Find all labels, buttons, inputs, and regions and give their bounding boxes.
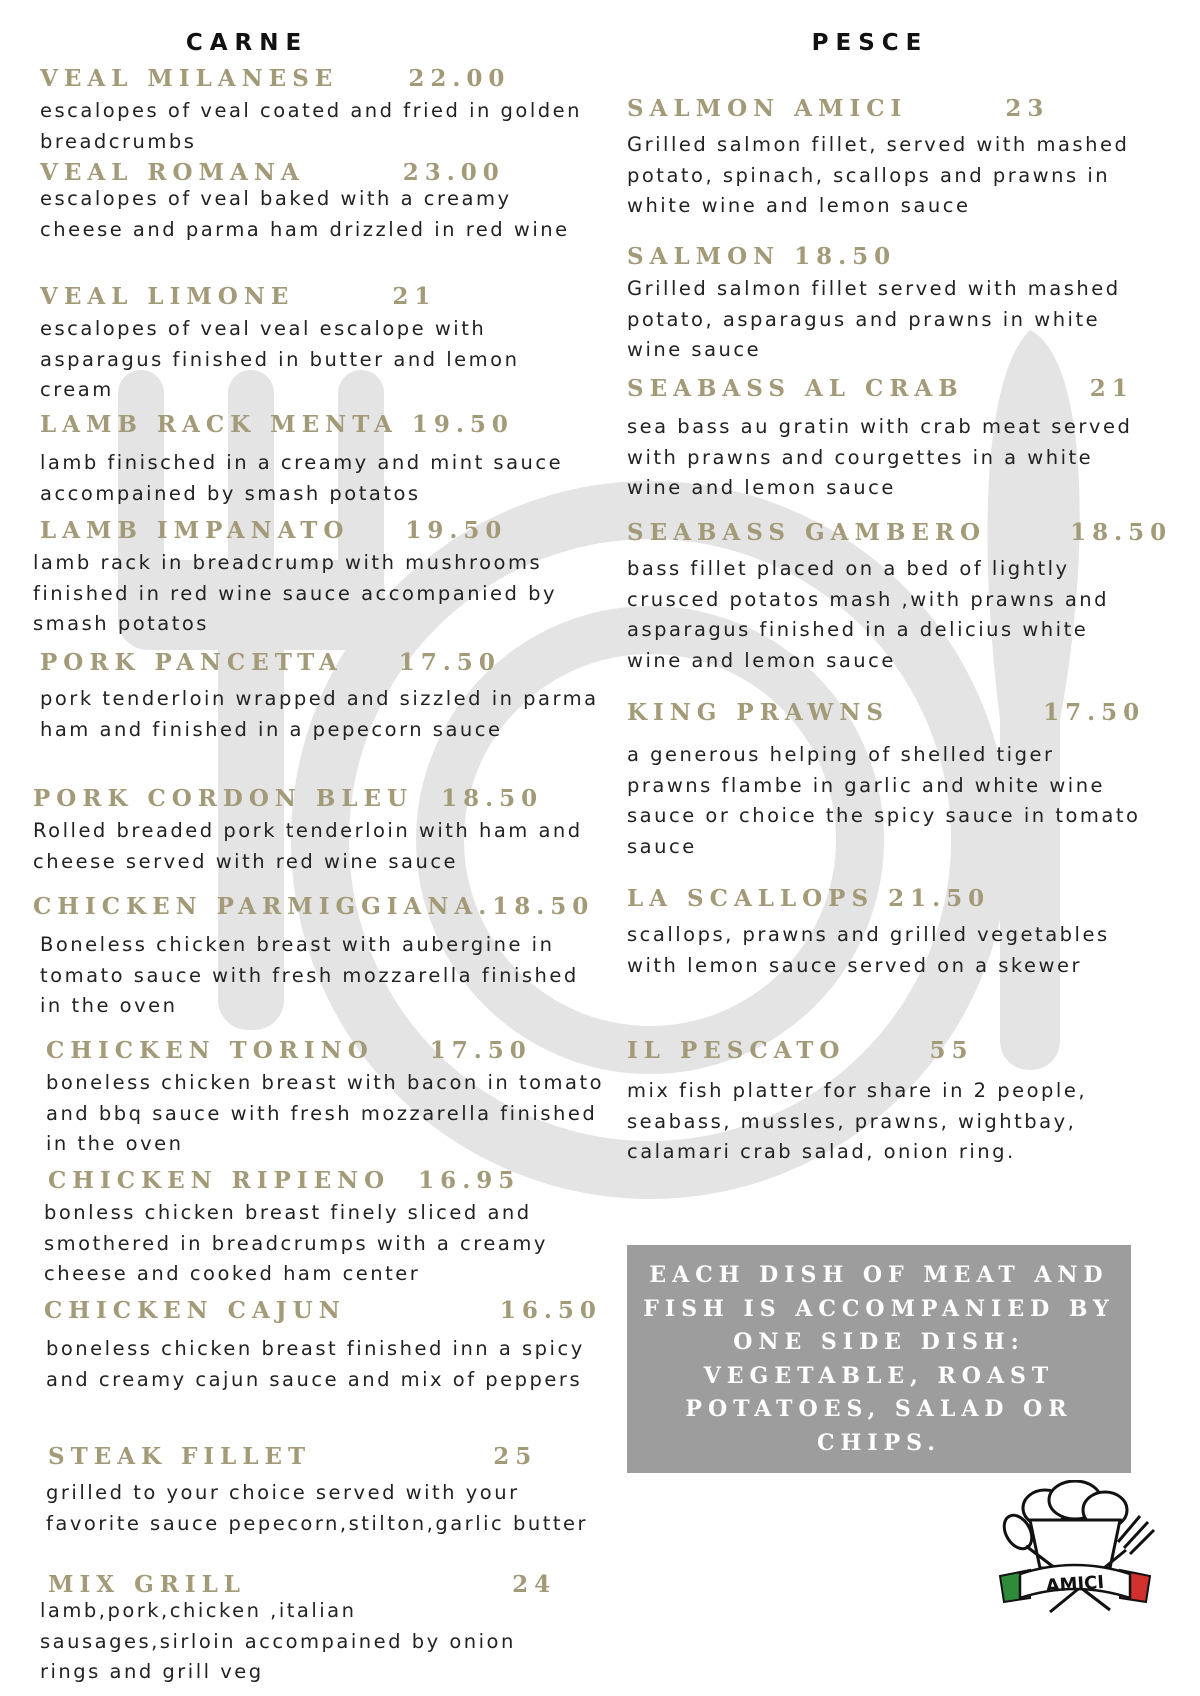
item-title: SEABASS GAMBERO 18.50 (627, 519, 1173, 546)
item-title: CHICKEN TORINO 17.50 (46, 1037, 532, 1064)
list-item (44, 1296, 606, 1395)
item-description: a generous helping of shelled tiger prawns flambe in garlic and white wine sauce or choice the spicy sauce in tomato sauce (627, 743, 1141, 858)
item-description: escalopes of veal veal escalope with asparagus finished in butter and lemon cream (40, 317, 520, 401)
list-item (40, 282, 600, 406)
item-title: PORK CORDON BLEU 18.50 (33, 785, 544, 812)
item-description: bonless chicken breast finely sliced and smothered in breadcrumps with a creamy cheese and cooked ham center (44, 1201, 548, 1285)
item-description: escalopes of veal coated and fried in golden breadcrumbs (40, 99, 583, 153)
item-title: MIX GRILL 24 (48, 1571, 557, 1598)
item-title: LA SCALLOPS 21.50 (627, 885, 991, 912)
item-title: LAMB RACK MENTA 19.50 (40, 411, 514, 438)
item-description: grilled to your choice served with your favorite sauce pepecorn,stilton,garlic butter (46, 1481, 588, 1535)
item-title: CHICKEN CAJUN 16.50 (44, 1297, 602, 1324)
item-title: SEABASS AL CRAB 21 (627, 375, 1134, 402)
carne-heading: CARNE (185, 30, 309, 56)
item-description: escalopes of veal baked with a creamy cheese and parma ham drizzled in red wine (40, 187, 570, 241)
logo-text: AMICI (1045, 1571, 1105, 1598)
item-title: SALMON 18.50 (627, 243, 897, 270)
item-description: lamb finisched in a creamy and mint sauce accompained by smash potatos (40, 451, 564, 505)
item-title: KING PRAWNS 17.50 (627, 699, 1146, 726)
item-title: PORK PANCETTA 17.50 (40, 649, 501, 676)
list-item (33, 784, 603, 877)
item-description: Boneless chicken breast with aubergine in tomato sauce with fresh mozzarella finished in the oven (40, 933, 579, 1017)
list-item (40, 158, 600, 245)
item-title: SALMON AMICI 23 (627, 95, 1050, 122)
item-description: lamb rack in breadcrump with mushrooms finished in red wine sauce accompanied by smash potatos (33, 551, 558, 635)
list-item (44, 1166, 604, 1290)
list-item (33, 516, 593, 640)
list-item (48, 1442, 606, 1539)
list-item (46, 1036, 606, 1160)
list-item (627, 884, 1147, 981)
list-item (33, 892, 600, 1022)
item-title: IL PESCATO 55 (627, 1037, 974, 1064)
list-item (627, 698, 1147, 862)
item-description: mix fish platter for share in 2 people, seabass, mussles, prawns, wightbay, calamari crab salad, onion ring. (627, 1079, 1088, 1163)
item-description: Rolled breaded pork tenderloin with ham and cheese served with red wine sauce (33, 819, 583, 873)
item-description: lamb,pork,chicken ,italian sausages,sirloin accompained by onion rings and grill veg (40, 1599, 516, 1683)
item-title: CHICKEN RIPIENO 16.95 (48, 1167, 521, 1194)
amici-chef-logo-icon (990, 1480, 1160, 1620)
list-item (627, 518, 1172, 676)
pesce-heading: PESCE (811, 30, 929, 56)
list-item (627, 374, 1147, 504)
item-title: STEAK FILLET 25 (48, 1443, 538, 1470)
side-dish-note: EACH DISH OF MEAT AND FISH IS ACCOMPANIED BY ONE SIDE DISH: VEGETABLE, ROAST POTATOES, SALAD OR CHIPS. (627, 1245, 1131, 1473)
list-item (40, 64, 600, 157)
item-title: CHICKEN PARMIGGIANA.18.50 (33, 893, 595, 920)
list-item (627, 242, 1147, 366)
item-description: Grilled salmon fillet served with mashed potato, asparagus and prawns in white wine sauce (627, 277, 1121, 361)
item-title: LAMB IMPANATO 19.50 (40, 517, 508, 544)
list-item (627, 94, 1147, 222)
list-item (627, 1036, 1147, 1168)
item-title: VEAL MILANESE 22.00 (40, 65, 511, 92)
list-item (40, 1570, 560, 1688)
item-description: bass fillet placed on a bed of lightly crusced potatos mash ,with prawns and asparagus finished in a delicius white wine and lemon sauce (627, 557, 1110, 672)
item-description: sea bass au gratin with crab meat served with prawns and courgettes in a white wine and lemon sauce (627, 415, 1133, 499)
item-title: VEAL ROMANA 23.00 (40, 159, 505, 186)
item-description: Grilled salmon fillet, served with mashed potato, spinach, scallops and prawns in white wine and lemon sauce (627, 133, 1130, 217)
list-item (40, 648, 600, 745)
item-description: scallops, prawns and grilled vegetables with lemon sauce served on a skewer (627, 923, 1110, 977)
item-title: VEAL LIMONE 21 (40, 283, 437, 310)
list-item (40, 410, 600, 509)
item-description: boneless chicken breast finished inn a spicy and creamy cajun sauce and mix of peppers (46, 1337, 585, 1391)
item-description: boneless chicken breast with bacon in tomato and bbq sauce with fresh mozzarella finished in the oven (46, 1071, 605, 1155)
item-description: pork tenderloin wrapped and sizzled in parma ham and finished in a pepecorn sauce (40, 687, 599, 741)
